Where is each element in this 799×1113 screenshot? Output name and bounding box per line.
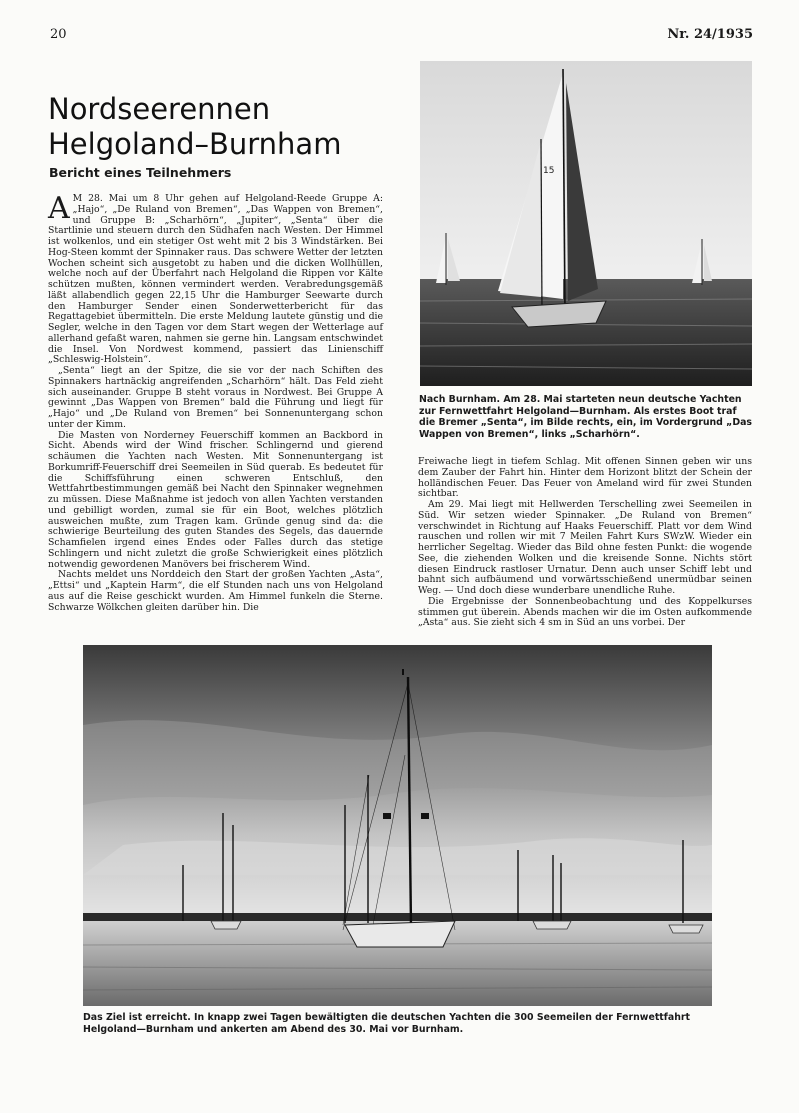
photo-sailing-yachts <box>420 61 752 386</box>
anchored-yachts-image <box>83 645 712 1006</box>
paragraph: Die Ergebnisse der Sonnenbeobachtung und des Koppelkurses stimmen gut überein. Abends machen wir die im Osten aufkommende „Asta“ aus. Sie zieht sich 4 sm in Süd an uns vorbei. Der <box>418 595 752 629</box>
photo-anchored-yachts <box>83 645 712 1006</box>
caption-photo2: Das Ziel ist erreicht. In knapp zwei Tagen bewältigten die deutschen Yachten die 300 Seemeilen der Fernwettfahrt Helgoland—Burnham und ankerten am Abend des 30. Mai vor Burnham. <box>83 1012 690 1035</box>
text-column-left <box>48 191 383 613</box>
title-line-1: Nordseerennen <box>48 92 271 126</box>
sailing-yachts-image <box>420 61 752 386</box>
paragraph: A M 28. Mai um 8 Uhr gehen auf Helgoland-Reede Gruppe A: „Hajo“, „De Ruland von Bremen“, „Das Wappen von Bremen“, und Gruppe B: „Scharhörn“, „Jupiter“, „Senta“ über die Startlinie und steuern durch den Südhafen nach Westen. Der Himmel ist wolkenlos, und ein stetiger Ost weht mit 2 bis 3 Windstärken. Bei Hog-Steen kommt der Spinnaker raus. Das schwere Wetter der letzten Wochen scheint sich ausgetobt zu haben und die dicken Wollhüllen, welche noch auf der Überfahrt nach Helgoland die Rippen vor Kälte schützen mußten, können vermindert werden. Verabredungsgemäß läßt allabendlich gegen 22,15 Uhr die Hamburger Seewarte durch den Hamburger Sender einen Sonderwetterbericht für das Regattagebiet übermitteln. Die erste Meldung lautete günstig und die Segler, welche in den Tagen vor dem Start wegen der Wetterlage auf allerhand gefaßt waren, nahmen sie gerne hin. Langsam entschwindet die Insel. Von Nordwest kommend, passiert das Linienschiff „Schleswig-Holstein“. <box>48 191 383 366</box>
paragraph: „Senta“ liegt an der Spitze, die sie vor der nach Schiften des Spinnakers hartnäckig angreifenden „Scharhörn“ hält. Das Feld zieht sich auseinander. Gruppe B steht voraus in Nordwest. Bei Gruppe A gewinnt „Das Wappen von Bremen“ bald die Führung und liegt für „Hajo“ und „De Ruland von Bremen“ bei Sonnenuntergang schon unter der Kimm. <box>48 365 383 430</box>
page-number: 20 <box>50 27 67 42</box>
title-line-2: Helgoland–Burnham <box>48 127 342 161</box>
article-subtitle: Bericht eines Teilnehmers <box>49 165 232 180</box>
paragraph: Nachts meldet uns Norddeich den Start der großen Yachten „Asta“, „Ettsi“ und „Kaptein Harm“, die elf Stunden nach uns von Helgoland aus auf die Reise geschickt wurden. Am Himmel funkeln die Sterne. Schwarze Wölkchen gleiten darüber hin. Die <box>48 569 383 613</box>
text-column-right <box>418 457 752 629</box>
caption-photo1: Nach Burnham. Am 28. Mai starteten neun deutsche Yachten zur Fernwettfahrt Helgoland—Burnham. Als erstes Boot traf die Bremer „Senta“, im Bilde rechts, ein, im Vordergrund „Das Wappen von Bremen“, links „Scharhörn“. <box>419 394 753 440</box>
paragraph: Freiwache liegt in tiefem Schlag. Mit offenen Sinnen geben wir uns dem Zauber der Fahrt hin. Hinter dem Horizont blitzt der Schein der holländischen Feuer. Das Feuer von Ameland wird für zwei Stunden sichtbar. <box>418 456 752 500</box>
paragraph: Am 29. Mai liegt mit Hellwerden Terschelling zwei Seemeilen in Süd. Wir setzen wieder Spinnaker. „De Ruland von Bremen“ verschwindet in Richtung auf Haaks Feuerschiff. Platt vor dem Wind rauschen und rollen wir mit 7 Meilen Fahrt Kurs SWzW. Wieder ein herrlicher Segeltag. Wieder das Bild ohne festen Punkt: die wogende See, die ziehenden Wolken und die kreisende Sonne. Nichts stört diesen Eindruck rastloser Urnatur. Denn auch unser Schiff lebt und bahnt sich aufbäumend und vorwärtsschießend unermüdbar seinen Weg. — Und doch diese wunderbare unendliche Ruhe. <box>418 499 752 596</box>
drop-cap: A <box>48 191 70 226</box>
sail-number: 15 <box>543 166 555 176</box>
issue-number: Nr. 24/1935 <box>667 27 753 42</box>
article-title <box>48 92 408 162</box>
paragraph: Die Masten von Norderney Feuerschiff kommen an Backbord in Sicht. Abends wird der Wind frischer. Schlingernd und gierend schäumen die Yachten nach Westen. Mit Sonnenuntergang ist Borkumriff-Feuerschiff drei Seemeilen in Süd querab. Es bedeutet für die Schiffsführung einen schweren Entschluß, den Wettfahrtbestimmungen gemäß bei Nacht den Spinnaker wegnehmen zu müssen. Diese Maßnahme ist jedoch von allen Yachten verstanden und gebilligt worden, zumal sie für ein Boot, welches plötzlich ausweichen mußte, zum Tragen kam. Gründe genug sind da: die schwierige Beurteilung des guten Standes des Segels, das dauernde Schamfielen irgend eines Endes oder Falles durch das stetige Schlingern und nicht zuletzt die große Schwierigkeit eines plötzlich notwendig gewordenen Manövers bei frischerem Wind. <box>48 429 383 570</box>
